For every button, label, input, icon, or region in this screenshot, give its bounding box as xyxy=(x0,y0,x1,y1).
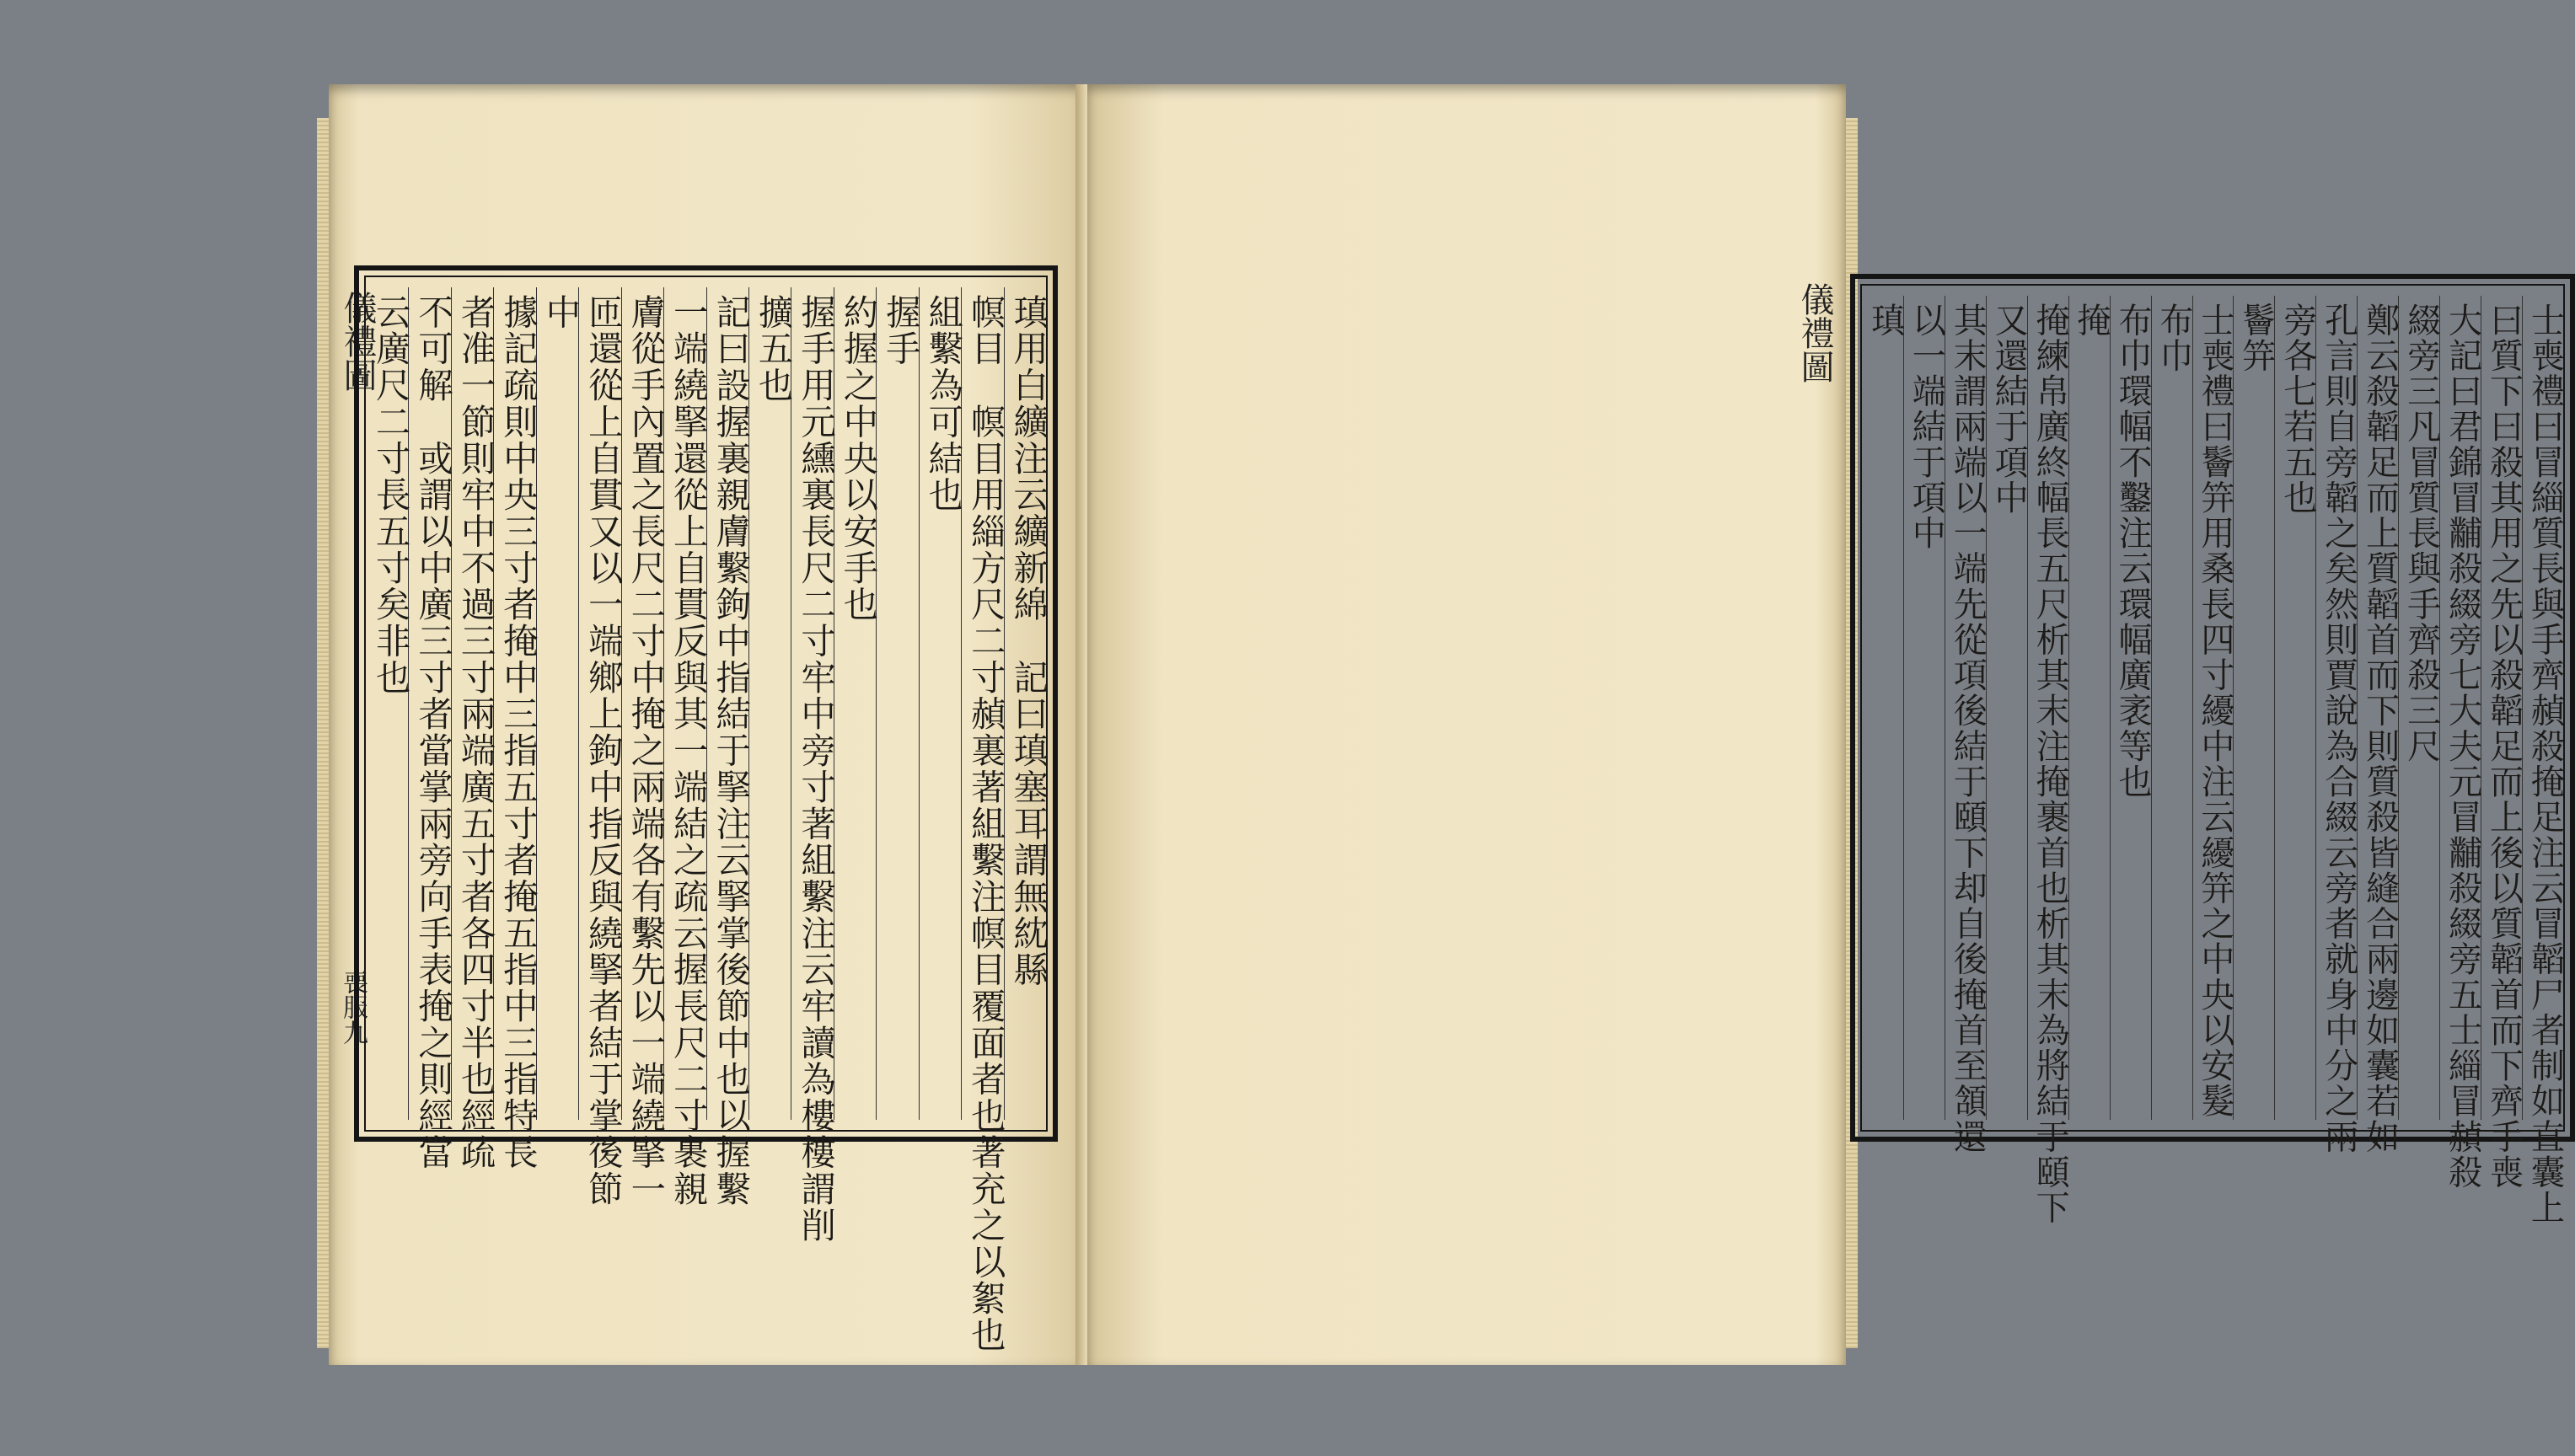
text-column: 記曰設握裏親膚繫鉤中指結于掔注云掔掌後節中也以握繫 xyxy=(710,294,751,1207)
left-text-frame xyxy=(354,265,1058,1354)
text-column: 幎目 幎目用緇方尺二寸赬裏著組繫注幎目覆面者也著充之以絮也 xyxy=(964,294,1006,1354)
text-column: 鬠笄 xyxy=(2236,302,2276,374)
text-column: 其末謂兩端以一端先從項後結于頤下却自後掩首至頷還 xyxy=(1948,302,1988,1155)
left-text-area xyxy=(364,276,1049,1354)
left-page xyxy=(329,84,1083,1365)
text-column: 據記疏則中央三寸者掩中三指五寸者掩五指中三指特長 xyxy=(496,294,538,1171)
text-column: 布巾環幅不鑿注云環幅廣袤等也 xyxy=(2113,302,2153,800)
text-column: 曰質下曰殺其用之先以殺韜足而上後以質韜首而下齊手喪 xyxy=(2484,302,2524,1191)
text-column: 一端繞掔還從上自貫反與其一端結之疏云握長尺二寸裹親 xyxy=(667,294,708,1207)
text-column: 不可解 或謂以中廣三寸者當掌兩旁向手表掩之則經當 xyxy=(412,294,453,1171)
right-text-frame xyxy=(1850,274,2575,1226)
text-column: 者准一節則牢中不過三寸兩端廣五寸者各四寸半也經疏 xyxy=(454,294,496,1171)
left-spine-title: 儀禮圖 xyxy=(338,291,377,392)
text-column: 膚從手內置之長尺二寸中掩之兩端各有繫先以一端繞掔一 xyxy=(625,294,666,1207)
right-page xyxy=(1087,84,2565,1365)
text-column: 布巾 xyxy=(2154,302,2193,374)
text-column: 擴五也 xyxy=(752,294,793,404)
open-book xyxy=(329,84,2565,1365)
text-column: 旁各七若五也 xyxy=(2277,302,2317,516)
column-rule xyxy=(2192,296,2193,1120)
column-rule xyxy=(2110,296,2111,1120)
text-column: 士喪禮曰冒緇質長與手齊赬殺掩足注云冒韜尸者制如直囊上 xyxy=(2525,302,2565,1226)
right-text-area xyxy=(1860,284,2565,1226)
text-column: 掩 xyxy=(2072,302,2111,339)
column-rule xyxy=(578,287,579,1120)
text-column: 士喪禮曰鬠笄用桑長四寸纋中注云纋笄之中央以安髮 xyxy=(2195,302,2234,1119)
text-column: 組繫為可結也 xyxy=(922,294,963,514)
text-column: 中 xyxy=(539,294,581,331)
text-column: 瑱 xyxy=(1865,302,1905,339)
text-column: 匝還從上自貫又以一端鄉上鉤中指反與繞掔者結于掌後節 xyxy=(582,294,623,1207)
text-column: 掩練帛廣終幅長五尺析其末注掩裹首也析其末為將結于頤下 xyxy=(2030,302,2070,1226)
column-rule xyxy=(2274,296,2275,1120)
text-column: 以一端結于項中 xyxy=(1907,302,1946,551)
text-column: 又還結于項中 xyxy=(1989,302,2029,516)
text-column: 握手 xyxy=(879,294,920,367)
text-column: 鄭云殺韜足而上質韜首而下則質殺皆縫合兩邊如囊若如 xyxy=(2360,302,2400,1155)
text-column: 云廣尺二寸長五寸矣非也 xyxy=(369,294,410,696)
left-page-number: 喪服九 xyxy=(338,969,367,1045)
left-page-edge xyxy=(317,118,329,1348)
text-column: 握手用元纁裏長尺二寸牢中旁寸著組繫注云牢讀為樓樓謂削 xyxy=(795,294,836,1245)
text-column: 約握之中央以安手也 xyxy=(837,294,878,624)
right-spine-title: 儀禮圖 xyxy=(1795,282,1834,383)
text-column: 孔言則自旁韜之矣然則賈說為合綴云旁者就身中分之兩 xyxy=(2319,302,2358,1155)
text-column: 綴旁三凡冒質長與手齊殺三尺 xyxy=(2401,302,2441,764)
column-rule xyxy=(1903,296,1904,1120)
text-column: 大記曰君錦冒黼殺綴旁七大夫元冒黼殺綴旁五士緇冒赬殺 xyxy=(2443,302,2482,1191)
column-rule xyxy=(919,287,920,1120)
text-column: 瑱用白纊注云纊新綿 記曰瑱塞耳謂無紞縣 xyxy=(1007,294,1049,988)
